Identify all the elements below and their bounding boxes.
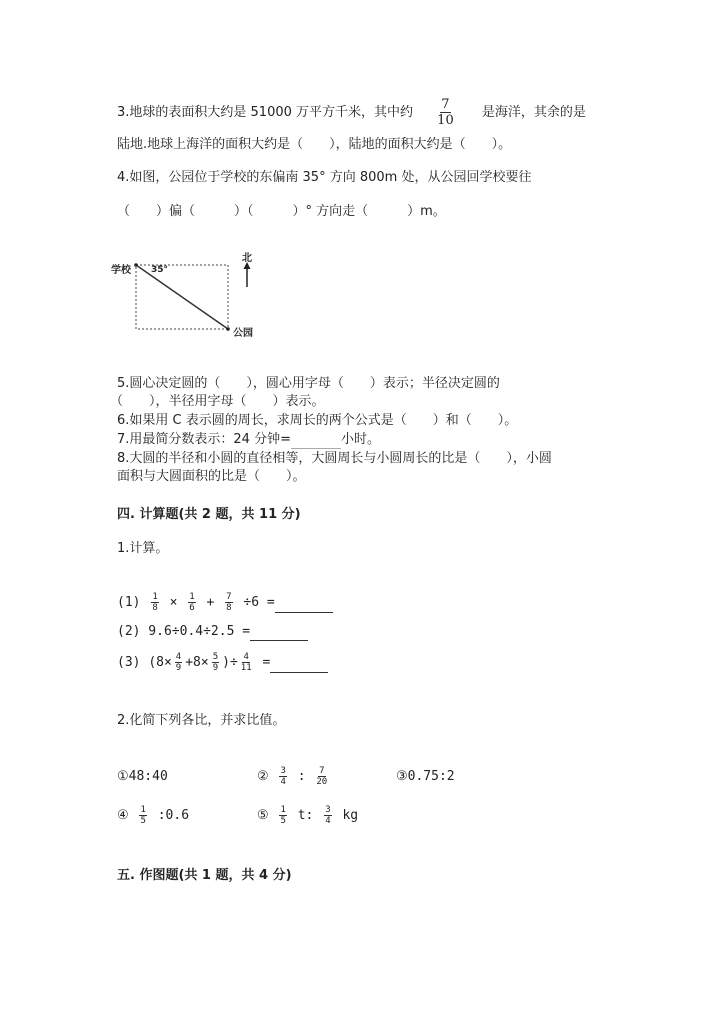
expr-3 <box>117 652 328 673</box>
operator: + <box>206 595 215 610</box>
q7-text-a: 7.用最简分数表示：24 分钟= <box>117 432 291 447</box>
part: (8× <box>148 655 172 670</box>
denominator: 6 <box>189 603 195 613</box>
q4-line1: 4.如图，公园位于学校的东偏南 35° 方向 800m 处，从公园回学校要往 <box>117 170 532 185</box>
q8-line2: 面积与大圆面积的比是（ ）。 <box>117 469 306 484</box>
label-park: 公园 <box>233 328 253 339</box>
q6: 6.如果用 C 表示圆的周长，求周长的两个公式是（ ）和（ ）。 <box>117 413 518 428</box>
denominator: 5 <box>140 816 146 826</box>
q8-line1: 8.大圆的半径和小圆的直径相等，大圆周长与小圆周长的比是（ ），小圆 <box>117 451 552 466</box>
denominator: 4 <box>280 777 286 787</box>
fraction <box>188 592 195 613</box>
denominator: 9 <box>175 663 182 673</box>
numerator: 7 <box>441 97 450 112</box>
numerator: 5 <box>212 652 219 662</box>
answer-blank[interactable] <box>275 598 333 613</box>
ratio-3: ③0.75:2 <box>396 769 455 784</box>
fraction-7-10 <box>437 97 454 128</box>
denominator: 11 <box>240 663 252 673</box>
ratio-4 <box>117 805 189 826</box>
denominator: 8 <box>226 603 232 613</box>
numerator: 3 <box>280 766 286 776</box>
q7 <box>117 431 380 449</box>
answer-blank[interactable] <box>291 434 341 449</box>
label: ⑤ <box>257 808 269 823</box>
q7-text-b: 小时。 <box>340 432 380 447</box>
q5-line1: 5.圆心决定圆的（ ），圆心用字母（ ）表示；半径决定圆的 <box>117 376 500 391</box>
unit: kg <box>342 808 359 823</box>
separator: : <box>297 769 306 784</box>
denominator: 9 <box>212 663 219 673</box>
part: )÷ <box>222 655 238 670</box>
denominator: 20 <box>316 777 328 787</box>
expression: (2) 9.6÷0.4÷2.5 = <box>117 624 251 639</box>
denominator: 4 <box>325 816 331 826</box>
label-north: 北 <box>242 253 252 264</box>
numerator: 1 <box>280 805 286 815</box>
numerator: 4 <box>243 652 249 662</box>
unit: t: <box>297 808 314 823</box>
denominator: 8 <box>152 603 158 613</box>
fraction <box>151 592 158 613</box>
direction-diagram <box>100 245 270 345</box>
q5-line2: （ ），半径用字母（ ）表示。 <box>110 394 325 409</box>
ratio-5 <box>257 805 358 826</box>
answer-blank[interactable] <box>270 658 328 673</box>
numerator: 1 <box>189 592 195 602</box>
label-school: 学校 <box>111 265 131 276</box>
fraction <box>279 766 286 787</box>
fraction <box>324 805 331 826</box>
numerator: 4 <box>175 652 182 662</box>
numerator: 1 <box>140 805 146 815</box>
fraction <box>175 652 182 673</box>
numerator: 3 <box>325 805 331 815</box>
section-5-title: 五. 作图题(共 1 题，共 4 分) <box>117 868 292 883</box>
q3-line1 <box>117 97 586 128</box>
expr-2 <box>117 623 308 641</box>
fraction <box>241 652 252 673</box>
q3-line2: 陆地.地球上海洋的面积大约是（ ），陆地的面积大约是（ ）。 <box>117 137 512 152</box>
expr-1 <box>117 592 333 613</box>
q4-line2: （ ）偏（ ）（ ）° 方向走（ ）m。 <box>117 204 446 219</box>
p2-title: 2.化简下列各比，并求比值。 <box>117 713 286 728</box>
numerator: 7 <box>226 592 232 602</box>
label: ④ <box>117 808 129 823</box>
label: (3) <box>117 655 141 670</box>
denominator: 5 <box>280 816 286 826</box>
denominator: 10 <box>437 113 454 128</box>
fraction <box>139 805 146 826</box>
numerator: 7 <box>319 766 325 776</box>
label: (1) <box>117 595 141 610</box>
part: +8× <box>185 655 209 670</box>
section-4-title: 四. 计算题(共 2 题，共 11 分) <box>117 507 301 522</box>
tail: ÷6 = <box>243 595 275 610</box>
operator: × <box>169 595 178 610</box>
q3-text-b: 是海洋，其余的是 <box>481 105 586 120</box>
ratio-1: ①48:40 <box>117 769 168 784</box>
label-angle: 35° <box>151 265 169 275</box>
tail: = <box>262 655 271 670</box>
p1-title: 1.计算。 <box>117 541 169 556</box>
fraction <box>225 592 232 613</box>
label: ② <box>257 769 269 784</box>
ratio-2 <box>257 766 330 787</box>
q3-text-a: 3.地球的表面积大约是 51000 万平方千米，其中约 <box>117 105 414 120</box>
fraction <box>316 766 327 787</box>
numerator: 1 <box>152 592 158 602</box>
fraction <box>279 805 286 826</box>
fraction <box>212 652 219 673</box>
tail: :0.6 <box>157 808 190 823</box>
answer-blank[interactable] <box>250 626 308 641</box>
